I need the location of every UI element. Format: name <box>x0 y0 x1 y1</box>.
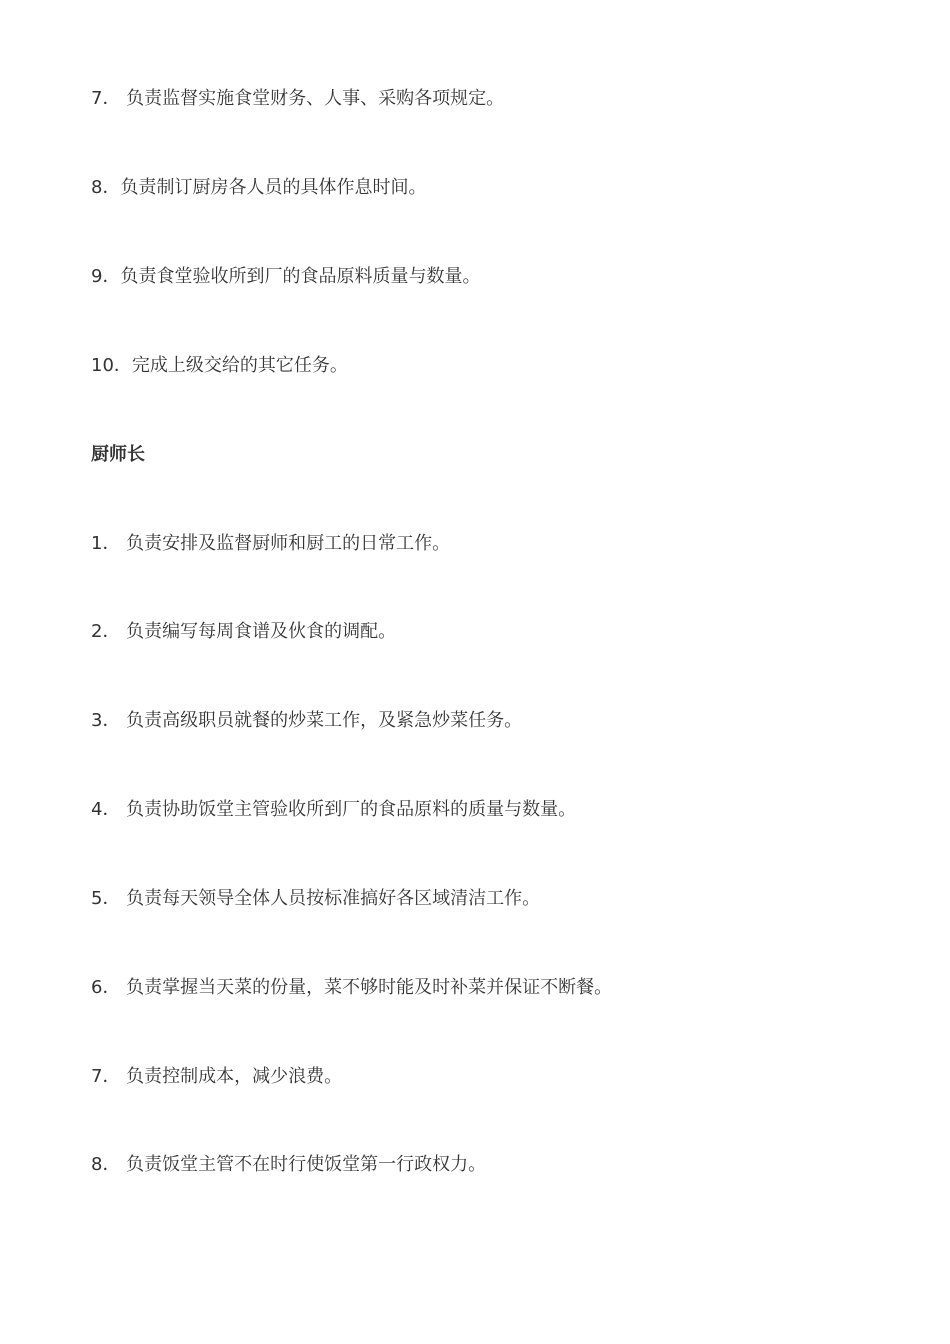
chef-duty-item-5: 5． 负责每天领导全体人员按标准搞好各区域清洁工作。 <box>91 888 541 909</box>
chef-duty-item-7: 7． 负责控制成本，减少浪费。 <box>91 1066 343 1087</box>
chef-duty-item-3: 3． 负责高级职员就餐的炒菜工作，及紧急炒菜任务。 <box>91 710 523 731</box>
section-heading-head-chef: 厨师长 <box>91 444 145 465</box>
duty-item-8: 8．负责制订厨房各人员的具体作息时间。 <box>91 177 427 198</box>
duty-item-7: 7． 负责监督实施食堂财务、人事、采购各项规定。 <box>91 88 505 109</box>
chef-duty-item-8: 8． 负责饭堂主管不在时行使饭堂第一行政权力。 <box>91 1154 487 1175</box>
chef-duty-item-4: 4． 负责协助饭堂主管验收所到厂的食品原料的质量与数量。 <box>91 799 577 820</box>
duty-item-9: 9．负责食堂验收所到厂的食品原料质量与数量。 <box>91 266 481 287</box>
chef-duty-item-6: 6． 负责掌握当天菜的份量，菜不够时能及时补菜并保证不断餐。 <box>91 977 613 998</box>
chef-duty-item-2: 2． 负责编写每周食谱及伙食的调配。 <box>91 621 397 642</box>
chef-duty-item-1: 1． 负责安排及监督厨师和厨工的日常工作。 <box>91 533 451 554</box>
duty-item-10: 10．完成上级交给的其它任务。 <box>91 355 348 376</box>
